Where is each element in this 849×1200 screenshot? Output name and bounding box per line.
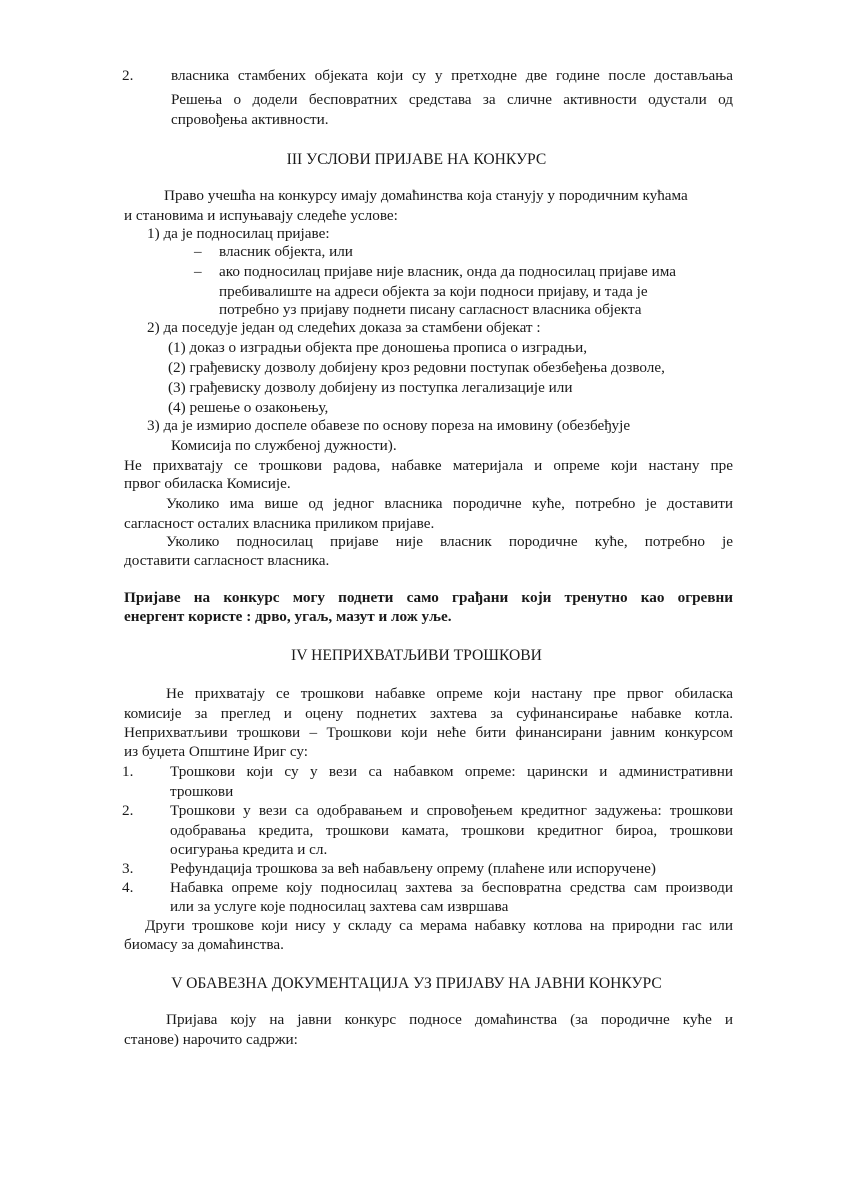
section5-intro-line2: станове) нарочито садржи: bbox=[124, 1031, 298, 1048]
list-number: 2. bbox=[122, 67, 134, 84]
section4-intro-line1: Не прихватају се трошкови набавке опреме који настану пре првог обиласка bbox=[166, 685, 733, 702]
list-number: 3. bbox=[122, 860, 134, 877]
condition1-dash2-line3: потребно уз пријаву поднети писану сагласност власника објекта bbox=[219, 301, 642, 318]
condition1-label: 1) да је подносилац пријаве: bbox=[147, 225, 330, 242]
section3-heading: III УСЛОВИ ПРИЈАВЕ НА КОНКУРС bbox=[286, 151, 547, 168]
condition2-option2: (2) грађевиску дозволу добијену кроз редовни поступак обезбеђења дозволе, bbox=[168, 359, 665, 376]
list-number: 4. bbox=[122, 879, 134, 896]
section5-heading: V ОБАВЕЗНА ДОКУМЕНТАЦИЈА УЗ ПРИЈАВУ НА ЈАВНИ КОНКУРС bbox=[171, 975, 662, 992]
top-item-line1: власника стамбених објеката који су у претходне две године после достављања bbox=[171, 67, 733, 84]
top-item-line3: спровођења активности. bbox=[171, 111, 329, 128]
section3-intro-line1: Право учешћа на конкурсу имају домаћинства која станују у породичним кућама bbox=[164, 187, 688, 204]
condition2-label: 2) да поседује један од следећих доказа за стамбени објекат : bbox=[147, 319, 541, 336]
condition1-dash2-line1: ако подносилац пријаве није власник, онда да подносилац пријаве има bbox=[219, 263, 676, 280]
condition2-option4: (4) решење о озакоњењу, bbox=[168, 399, 329, 416]
section4-item3-line1: Рефундација трошкова за већ набављену опрему (плаћене или испоручене) bbox=[170, 860, 656, 877]
section4-item2-line3: осигурања кредита и сл. bbox=[170, 841, 328, 858]
section3-para3-line1: Уколико подносилац пријаве није власник породичне куће, потребно је bbox=[166, 533, 733, 550]
section4-intro-line4: из буџета Општине Ириг су: bbox=[124, 743, 308, 760]
section3-para2-line1: Уколико има више од једног власника породичне куће, потребно је доставити bbox=[166, 495, 733, 512]
section4-intro-line3: Неприхватљиви трошкови – Трошкови који неће бити финансирани јавним конкурсом bbox=[124, 724, 733, 741]
section4-closing-line1: Други трошкове који нису у складу са мерама набавку котлова на природни гас или bbox=[145, 917, 733, 934]
bold-notice-line1: Пријаве на конкурс могу поднети само грађани који тренутно као огревни bbox=[124, 589, 733, 606]
condition3-line2: Комисија по службеној дужности). bbox=[171, 437, 397, 454]
condition2-option1: (1) доказ о изградњи објекта пре доношења прописа о изградњи, bbox=[168, 339, 588, 356]
list-number: 2. bbox=[122, 802, 134, 819]
section4-closing-line2: биомасу за домаћинства. bbox=[124, 936, 284, 953]
bold-notice-line2: енергент користе : дрво, угаљ, мазут и лож уље. bbox=[124, 608, 452, 625]
condition3-label: 3) да је измирио доспеле обавезе по основу пореза на имовину (обезбеђује bbox=[147, 417, 631, 434]
section4-item4-line1: Набавка опреме коју подносилац захтева за бесповратна средства сам производи bbox=[170, 879, 733, 896]
section3-para2-line2: сагласност осталих власника приликом пријаве. bbox=[124, 515, 435, 532]
section4-item2-line2: одобравања кредита, трошкови камата, трошкови кредитног бироа, трошкови bbox=[170, 822, 733, 839]
section4-item2-line1: Трошкови у вези са одобравањем и спровођењем кредитног задужења: трошкови bbox=[170, 802, 733, 819]
section4-intro-line2: комисије за преглед и оцену поднетих захтева за суфинансирање набавке котла. bbox=[124, 705, 733, 722]
section4-heading: IV НЕПРИХВАТЉИВИ ТРОШКОВИ bbox=[291, 647, 542, 664]
section4-item1-line1: Трошкови који су у вези са набавком опреме: царински и административни bbox=[170, 763, 733, 780]
dash-bullet: – bbox=[194, 263, 202, 280]
condition2-option3: (3) грађевиску дозволу добијену из поступка легализације или bbox=[168, 379, 573, 396]
top-item-line2: Решења о додели бесповратних средстава за сличне активности одустали од bbox=[171, 91, 733, 108]
section4-item4-line2: или за услуге које подносилац захтева сам извршава bbox=[170, 898, 509, 915]
section5-intro-line1: Пријава коју на јавни конкурс подносе домаћинства (за породичне куће и bbox=[166, 1011, 733, 1028]
section3-intro-line2: и становима и испуњавају следеће услове: bbox=[124, 207, 398, 224]
section3-para1-line1: Не прихватају се трошкови радова, набавке материјала и опреме који настану пре bbox=[124, 457, 733, 474]
section3-para1-line2: првог обиласка Комисије. bbox=[124, 475, 291, 492]
condition1-dash1: власник објекта, или bbox=[219, 243, 353, 260]
condition1-dash2-line2: пребивалиште на адреси објекта за који подноси пријаву, и тада је bbox=[219, 283, 648, 300]
list-number: 1. bbox=[122, 763, 134, 780]
section4-item1-line2: трошкови bbox=[170, 783, 234, 800]
dash-bullet: – bbox=[194, 243, 202, 260]
section3-para3-line2: доставити сагласност власника. bbox=[124, 552, 330, 569]
